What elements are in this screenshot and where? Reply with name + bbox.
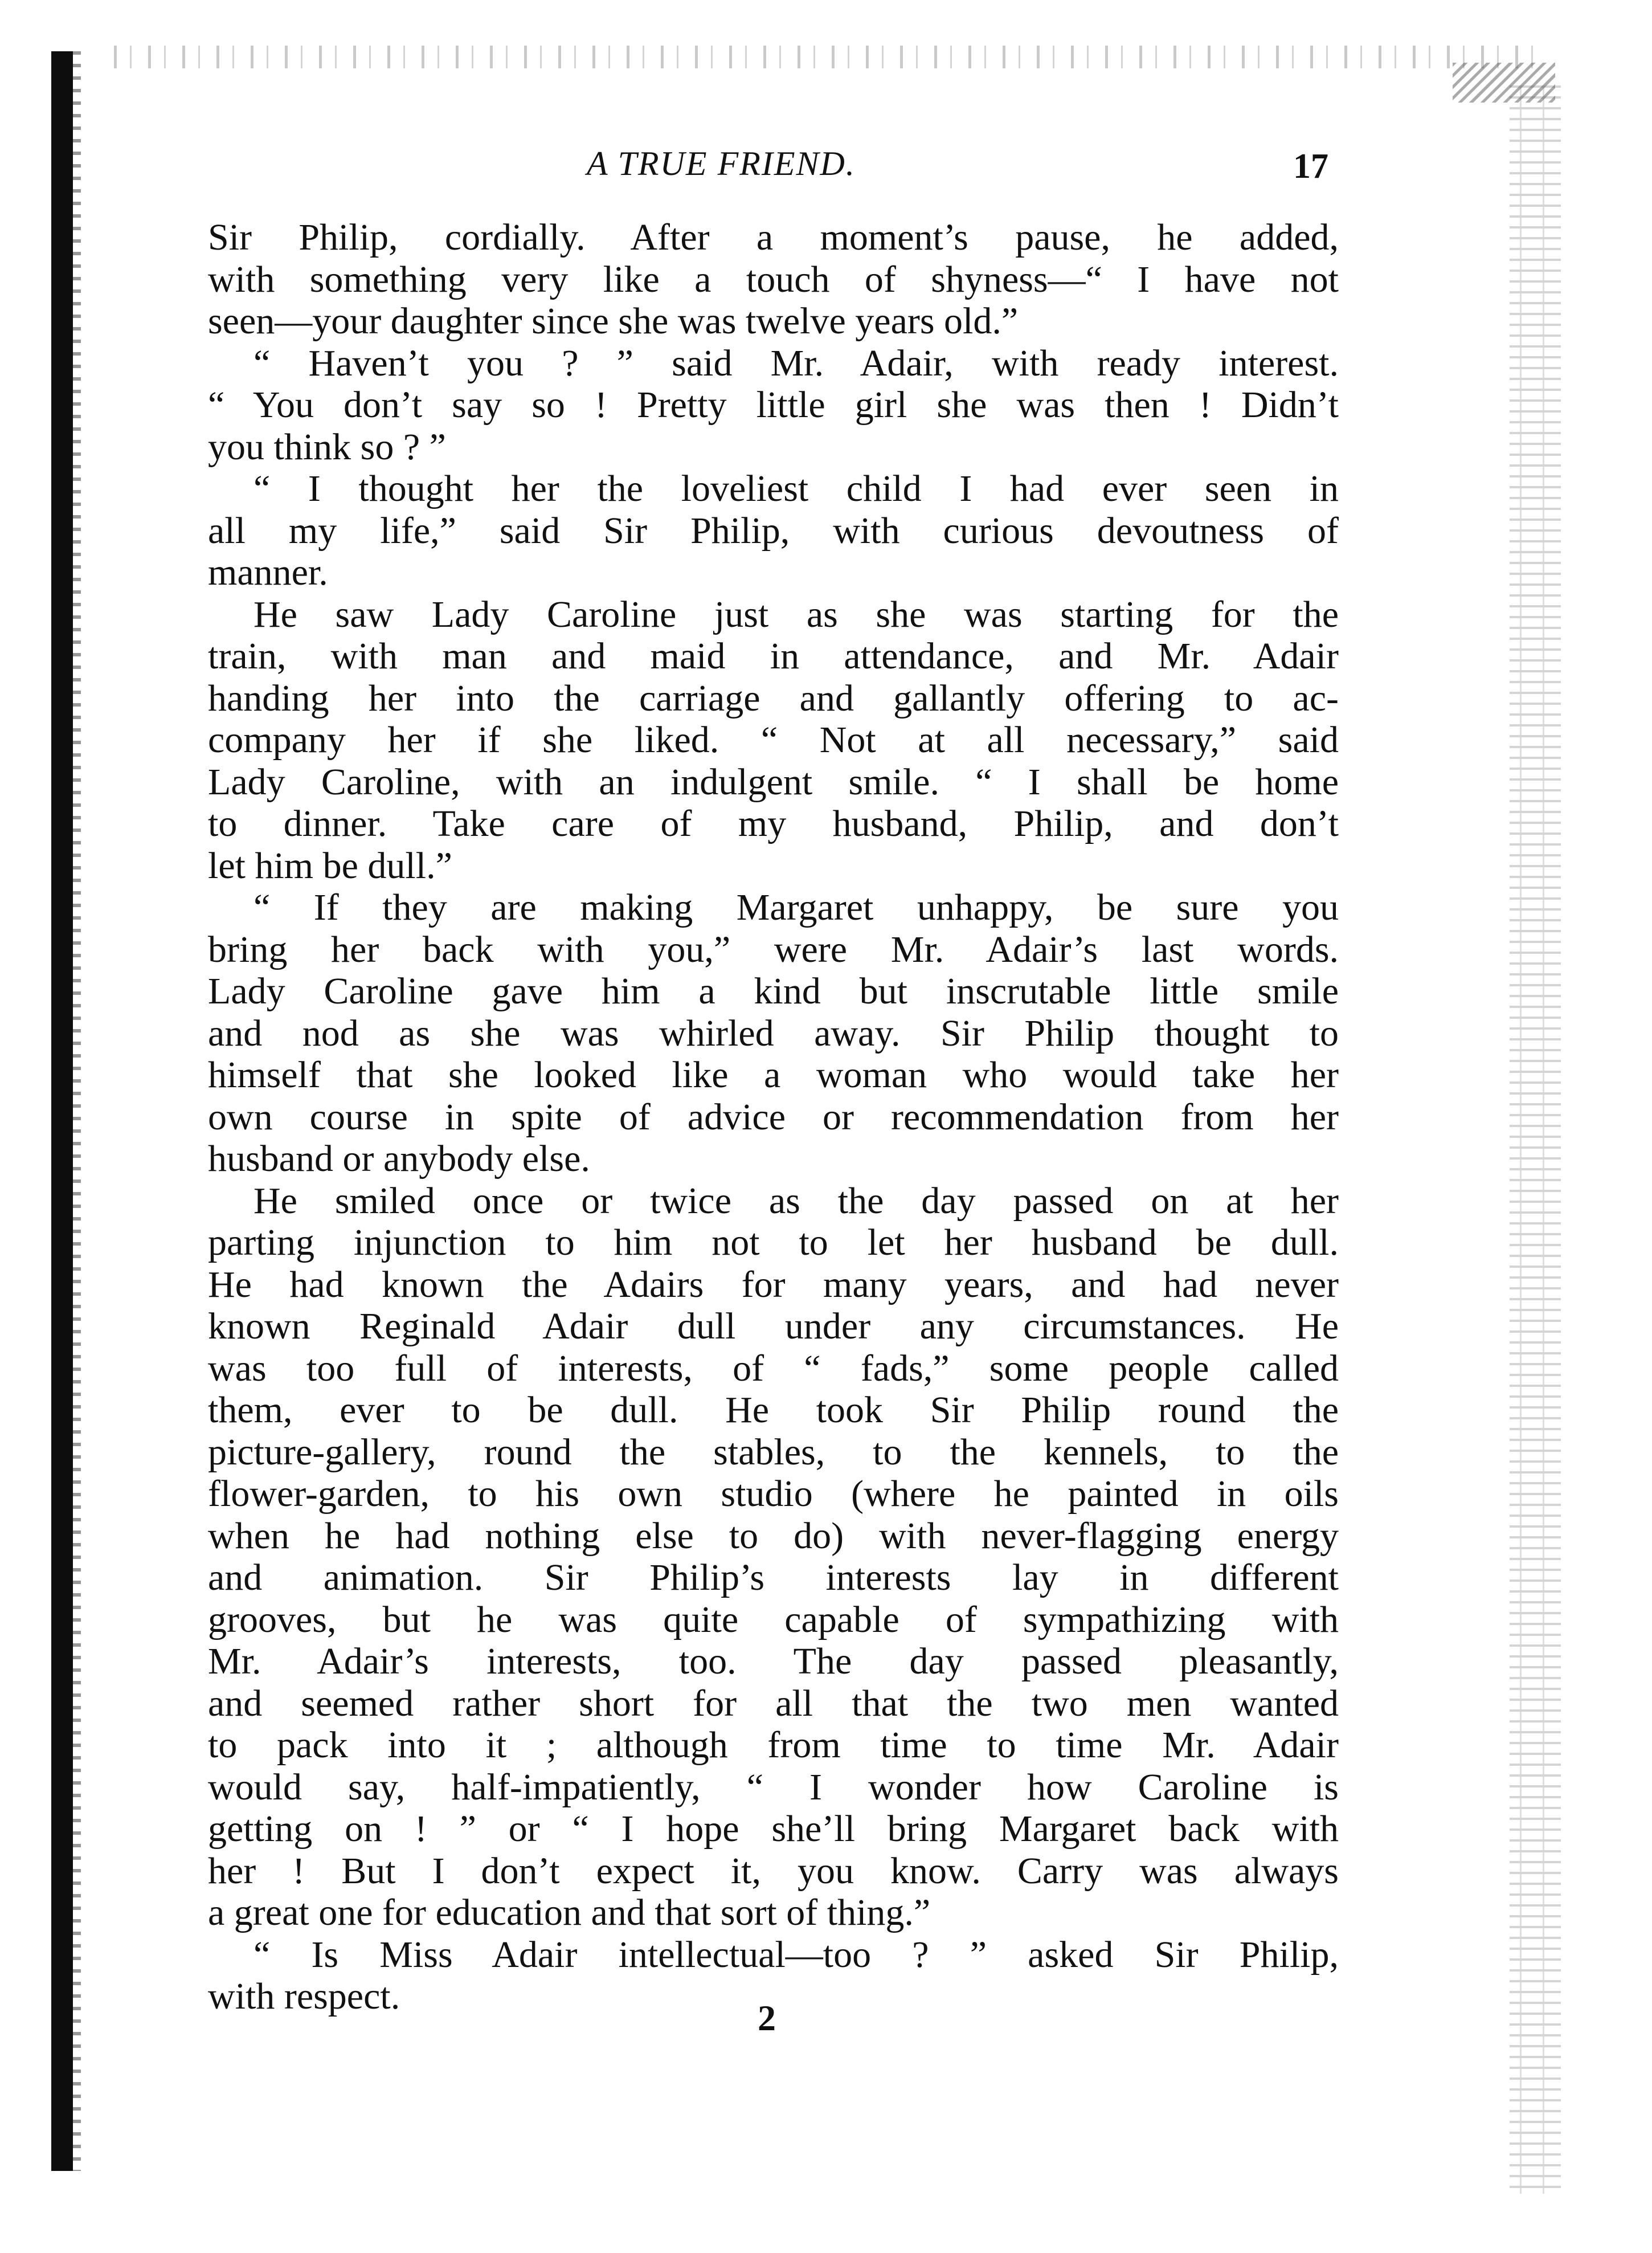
text-line: own course in spite of advice or recommendation from her (208, 1096, 1339, 1138)
text-line: handing her into the carriage and gallantly offering to ac- (208, 677, 1339, 719)
text-line: “ I thought her the loveliest child I had ever seen in (253, 468, 1339, 509)
text-line: himself that she looked like a woman who would take her (208, 1054, 1339, 1096)
page-number: 17 (1293, 147, 1328, 186)
text-line: with something very like a touch of shyness—“ I have not (208, 258, 1339, 300)
text-line: would say, half-impatiently, “ I wonder how Caroline is (208, 1766, 1339, 1808)
text-line: and nod as she was whirled away. Sir Philip thought to (208, 1012, 1339, 1054)
text-line: to dinner. Take care of my husband, Philip, and don’t (208, 803, 1339, 844)
text-line: bring her back with you,” were Mr. Adair’s last words. (208, 928, 1339, 970)
text-line: all my life,” said Sir Philip, with curious devoutness of (208, 509, 1339, 552)
scan-noise-corner (1453, 63, 1555, 103)
text-line: them, ever to be dull. He took Sir Philip round the (208, 1389, 1339, 1431)
text-line: with respect. (208, 1976, 400, 2017)
text-line: Lady Caroline gave him a kind but inscrutable little smile (208, 970, 1339, 1012)
text-line: flower-garden, to his own studio (where he painted in oils (208, 1473, 1339, 1515)
text-line: you think so ? ” (208, 426, 446, 468)
scan-noise-top (114, 46, 1549, 68)
text-line: train, with man and maid in attendance, and Mr. Adair (208, 635, 1339, 677)
running-title: A TRUE FRIEND. (587, 145, 856, 182)
text-line: and animation. Sir Philip’s interests lay in different (208, 1557, 1339, 1598)
running-head (0, 144, 1652, 190)
text-line: grooves, but he was quite capable of sympathizing with (208, 1598, 1339, 1640)
signature-mark: 2 (758, 1998, 776, 2038)
text-line: company her if she liked. “ Not at all necessary,” said (208, 719, 1339, 761)
scan-noise-right-edge (1510, 85, 1561, 2194)
text-line: seen—your daughter since she was twelve years old.” (208, 300, 1019, 342)
text-line: a great one for education and that sort of thing.” (208, 1892, 931, 1933)
text-line: Sir Philip, cordially. After a moment’s pause, he added, (208, 217, 1339, 258)
text-line: “ You don’t say so ! Pretty little girl she was then ! Didn’t (208, 384, 1339, 426)
text-line: manner. (208, 552, 328, 593)
text-line: Mr. Adair’s interests, too. The day passed pleasantly, (208, 1640, 1339, 1682)
text-line: He smiled once or twice as the day passed on at her (253, 1179, 1339, 1222)
page-binding-shadow (51, 51, 73, 2171)
text-line: let him be dull.” (208, 844, 452, 887)
body-text (208, 217, 1339, 2018)
text-line: husband or anybody else. (208, 1138, 590, 1179)
text-line: He saw Lady Caroline just as she was starting for the (253, 593, 1339, 635)
text-line: getting on ! ” or “ I hope she’ll bring Margaret back with (208, 1808, 1339, 1850)
text-line: picture-gallery, round the stables, to the kennels, to the (208, 1431, 1339, 1473)
text-line: was too full of interests, of “ fads,” some people called (208, 1347, 1339, 1389)
text-line: to pack into it ; although from time to time Mr. Adair (208, 1724, 1339, 1766)
text-line: Lady Caroline, with an indulgent smile. “ I shall be home (208, 761, 1339, 803)
text-line: her ! But I don’t expect it, you know. Carry was always (208, 1850, 1339, 1892)
text-line: and seemed rather short for all that the two men wanted (208, 1682, 1339, 1724)
text-line: when he had nothing else to do) with never-flagging energy (208, 1515, 1339, 1557)
text-line: “ Haven’t you ? ” said Mr. Adair, with ready interest. (253, 342, 1339, 384)
text-line: He had known the Adairs for many years, and had never (208, 1263, 1339, 1305)
text-line: parting injunction to him not to let her husband be dull. (208, 1222, 1339, 1263)
text-line: “ If they are making Margaret unhappy, be sure you (253, 887, 1339, 928)
text-line: “ Is Miss Adair intellectual—too ? ” asked Sir Philip, (253, 1933, 1339, 1976)
text-line: known Reginald Adair dull under any circumstances. He (208, 1305, 1339, 1347)
